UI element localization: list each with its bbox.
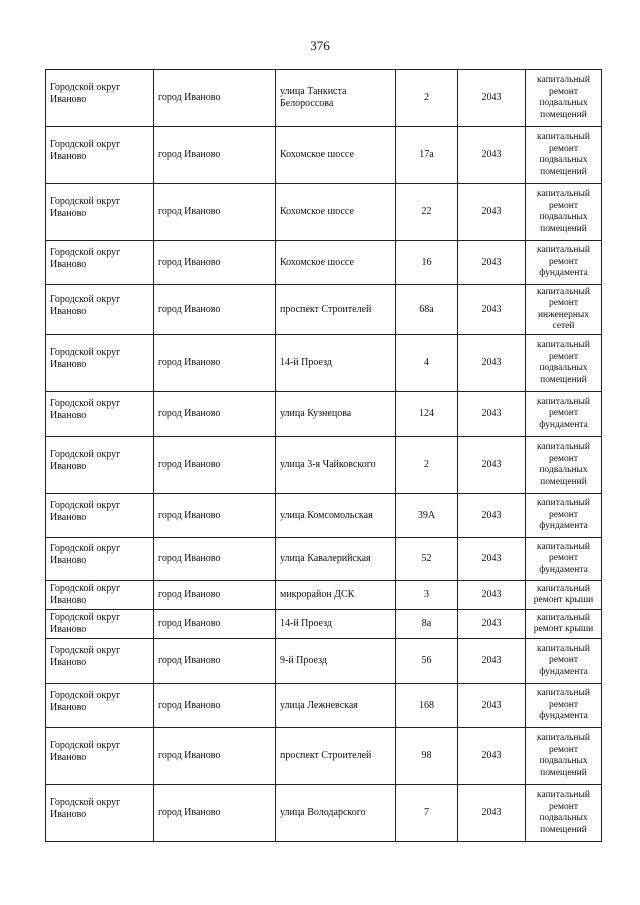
cell-year: 2043 [458,581,526,610]
okrug-text: Городской округ Иваново [50,583,121,606]
cell-street: улица Комсомольская [276,494,396,538]
table-row [46,437,602,494]
cell-work: капитальный ремонт подвальных помещений [526,437,602,494]
cell-house: 16 [396,241,458,285]
cell-work: капитальный ремонт подвальных помещений [526,335,602,392]
cell-year: 2043 [458,684,526,728]
okrug-text: Городской округ Иваново [50,645,121,668]
okrug-text: Городской округ Иваново [50,347,121,370]
cell-house: 52 [396,538,458,581]
cell-street: улица Кузнецова [276,392,396,437]
okrug-text: Городской округ Иваново [50,246,121,270]
cell-okrug [46,392,154,437]
okrug-text: Городской округ Иваново [50,82,121,105]
cell-year: 2043 [458,127,526,184]
cell-street: Кохомское шоссе [276,241,396,285]
cell-street: улица Лежневская [276,684,396,728]
cell-city: город Иваново [154,285,276,335]
cell-work: капитальный ремонт подвальных помещений [526,728,602,785]
cell-house: 2 [396,70,458,127]
table-row [46,538,602,581]
cell-city: город Иваново [154,684,276,728]
cell-work: капитальный ремонт крыши [526,581,602,610]
cell-street: Кохомское шоссе [276,127,396,184]
cell-street: микрорайон ДСК [276,581,396,610]
cell-work: капитальный ремонт подвальных помещений [526,184,602,241]
table-row [46,335,602,392]
cell-year: 2043 [458,285,526,335]
cell-year: 2043 [458,610,526,639]
cell-okrug [46,70,154,127]
table-row [46,684,602,728]
table-row [46,241,602,285]
cell-year: 2043 [458,70,526,127]
cell-work: капитальный ремонт фундамента [526,494,602,538]
cell-house: 8а [396,610,458,639]
cell-okrug [46,538,154,581]
cell-city: город Иваново [154,538,276,581]
cell-work: капитальный ремонт фундамента [526,684,602,728]
repair-registry-table [45,69,602,842]
table-row [46,127,602,184]
cell-okrug [46,684,154,728]
cell-house: 17а [396,127,458,184]
cell-year: 2043 [458,494,526,538]
cell-work: капитальный ремонт инженерных сетей [526,285,602,335]
cell-city: город Иваново [154,494,276,538]
cell-street: Кохомское шоссе [276,184,396,241]
okrug-text: Городской округ Иваново [50,740,121,763]
cell-year: 2043 [458,728,526,785]
okrug-text: Городской округ Иваново [50,449,121,472]
cell-year: 2043 [458,538,526,581]
okrug-text: Городской округ Иваново [50,139,121,162]
cell-year: 2043 [458,392,526,437]
okrug-text: Городской округ Иваново [50,612,121,635]
table-row [46,610,602,639]
cell-street: проспект Строителей [276,285,396,335]
cell-street: 9-й Проезд [276,639,396,684]
cell-street: улица Володарского [276,785,396,842]
okrug-text: Городской округ Иваново [50,499,121,523]
cell-house: 22 [396,184,458,241]
cell-house: 124 [396,392,458,437]
cell-street: 14-й Проезд [276,610,396,639]
table-body [46,70,602,842]
cell-street: улица 3-я Чайковского [276,437,396,494]
cell-city: город Иваново [154,437,276,494]
cell-house: 56 [396,639,458,684]
cell-city: город Иваново [154,610,276,639]
cell-work: капитальный ремонт фундамента [526,241,602,285]
cell-house: 2 [396,437,458,494]
table-row [46,639,602,684]
cell-city: город Иваново [154,392,276,437]
cell-year: 2043 [458,639,526,684]
table-row [46,494,602,538]
table-row [46,70,602,127]
table-row [46,285,602,335]
table-row [46,728,602,785]
page-number: 376 [310,38,330,53]
okrug-text: Городской округ Иваново [50,293,121,317]
cell-city: город Иваново [154,785,276,842]
cell-city: город Иваново [154,728,276,785]
cell-street: 14-й Проезд [276,335,396,392]
table-row [46,785,602,842]
cell-city: город Иваново [154,335,276,392]
cell-okrug [46,437,154,494]
cell-house: 4 [396,335,458,392]
cell-work: капитальный ремонт подвальных помещений [526,70,602,127]
cell-city: город Иваново [154,241,276,285]
cell-work: капитальный ремонт фундамента [526,639,602,684]
cell-work: капитальный ремонт фундамента [526,392,602,437]
cell-work: капитальный ремонт фундамента [526,538,602,581]
cell-okrug [46,184,154,241]
cell-work: капитальный ремонт подвальных помещений [526,785,602,842]
cell-street: проспект Строителей [276,728,396,785]
cell-okrug [46,335,154,392]
cell-okrug [46,639,154,684]
cell-city: город Иваново [154,70,276,127]
okrug-text: Городской округ Иваново [50,689,121,713]
table-row [46,581,602,610]
cell-house: 7 [396,785,458,842]
cell-house: 98 [396,728,458,785]
cell-okrug [46,241,154,285]
cell-okrug [46,285,154,335]
cell-year: 2043 [458,335,526,392]
cell-house: 68а [396,285,458,335]
cell-okrug [46,785,154,842]
okrug-text: Городской округ Иваново [50,797,121,820]
cell-work: капитальный ремонт крыши [526,610,602,639]
cell-house: 168 [396,684,458,728]
cell-okrug [46,127,154,184]
cell-year: 2043 [458,184,526,241]
cell-city: город Иваново [154,184,276,241]
cell-okrug [46,610,154,639]
cell-house: 39А [396,494,458,538]
cell-street: улица Кавалерийская [276,538,396,581]
cell-street: улица Танкиста Белороссова [276,70,396,127]
okrug-text: Городской округ Иваново [50,543,121,566]
cell-city: город Иваново [154,127,276,184]
cell-okrug [46,581,154,610]
cell-year: 2043 [458,241,526,285]
cell-year: 2043 [458,785,526,842]
cell-work: капитальный ремонт подвальных помещений [526,127,602,184]
table-row [46,184,602,241]
cell-year: 2043 [458,437,526,494]
cell-house: 3 [396,581,458,610]
cell-okrug [46,494,154,538]
cell-city: город Иваново [154,581,276,610]
table-row [46,392,602,437]
cell-okrug [46,728,154,785]
cell-city: город Иваново [154,639,276,684]
okrug-text: Городской округ Иваново [50,398,121,421]
okrug-text: Городской округ Иваново [50,196,121,219]
